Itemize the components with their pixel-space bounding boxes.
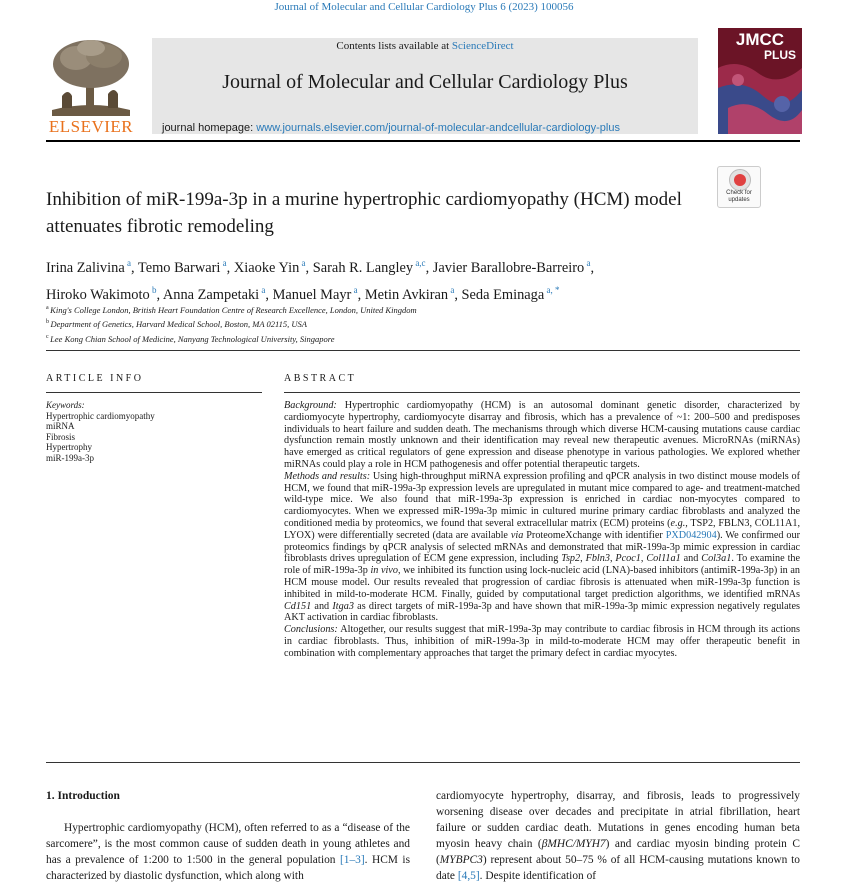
homepage-link[interactable]: www.journals.elsevier.com/journal-of-molecular-andcellular-cardiology-plus (256, 122, 620, 134)
gene-name: Col11a1 (646, 553, 681, 565)
author-affiliation-mark[interactable]: a (351, 284, 358, 295)
keyword-item: miRNA (46, 421, 75, 432)
author-list (46, 252, 766, 306)
affiliation-item (46, 316, 746, 330)
methods-text: and (311, 600, 333, 612)
pxd-link[interactable]: PXD042904 (665, 529, 717, 541)
journal-reference[interactable]: Journal of Molecular and Cellular Cardiology Plus 6 (2023) 100056 (274, 1, 574, 13)
affiliation-text: Lee Kong Chian School of Medicine, Nanyang Technological University, Singapore (50, 333, 335, 344)
author-affiliation-mark[interactable]: a (584, 258, 591, 268)
intro-paragraph (436, 788, 800, 884)
author-name[interactable]: Metin Avkiran (364, 286, 449, 303)
cover-title: JMCC (735, 30, 785, 49)
keyword-item: miR-199a-3p (46, 452, 94, 463)
homepage-line (162, 122, 620, 134)
background-text: Hypertrophic cardiomyopathy (HCM) is an autosomal dominant genetic disorder, characterized by cardiomyocyte hypertrophy, cardiomyocyte disarray and fibrosis, which has a prevalence of ~1: 200–500 and predisposes individuals to heart failure and sudden death. The mechanisms through which diverse HCM-causing mutations cause cardiac dysfunction remain mostly unknown and their identification may reveal new therapeutic avenues. MicroRNAs (miRNAs) have emerged as critical regulators of gene expression and disease phenotype in various pathologies. We explored whether miRNAs could play a role in HCM pathogenesis and offer potential therapeutic targets. (284, 400, 801, 470)
intro-left-column (46, 820, 410, 884)
author-name[interactable]: Hiroko Wakimoto (46, 286, 150, 303)
abstract-conclusions (284, 624, 800, 659)
methods-text: Using high-throughput miRNA expression profiling and qPCR analysis in two distinct mouse models of HCM, we found that miR-199a-3p expression levels are upregulated in mutant mice compared to age- and treatment-matched wild-type mice. We also found that miR-199a-3p expression is enriched in cardiac non-myocytes compared to cardiomyocytes. When we expressed miR-199a-3p mimic in cultured murine primary cardiac fibroblasts and analyzed the conditioned media by proteomics, we found that several extracellular matrix (ECM) proteins ( (284, 470, 801, 529)
methods-invivo: in vivo (370, 565, 398, 577)
author-name[interactable]: Javier Barallobre-Barreiro (432, 259, 585, 276)
article-title: Inhibition of miR-199a-3p in a murine hypertrophic cardiomyopathy (HCM) model attenuates fibrotic remodeling (46, 189, 682, 237)
abstract-background (284, 400, 800, 471)
author-name[interactable]: Irina Zalivina (46, 259, 125, 276)
methods-text: TSP2, FBLN3, COL11A1, LYOX) were differentially secreted (data are available (284, 517, 800, 541)
gene-name: Pcoc1 (615, 553, 641, 565)
gene-name: βMHC/MYH7 (541, 838, 606, 850)
methods-eg: e.g., (670, 517, 688, 529)
affiliation-item (46, 302, 746, 316)
author-name[interactable]: Sarah R. Langley (312, 259, 414, 276)
keyword-item: Fibrosis (46, 431, 76, 442)
methods-text: as direct targets of miR-199a-3p and have shown that miR-199a-3p mimic expression negatively regulates AKT activation in cardiac fibroblasts. (284, 600, 800, 624)
author-affiliation-mark[interactable]: a (259, 284, 266, 295)
author-affiliation-mark[interactable]: a,c (413, 258, 426, 268)
intro-text: . HCM is characterized by diastolic dysfunction, which along with (46, 854, 411, 882)
journal-title: Journal of Molecular and Cellular Cardiology Plus (222, 71, 628, 93)
homepage-prefix: journal homepage: (162, 122, 257, 134)
methods-text: . To examine the role of miR-199a-3p (284, 553, 801, 577)
abstract-bottom-rule (46, 762, 800, 763)
author-affiliation-mark[interactable]: a (124, 258, 131, 268)
affiliation-mark: c (46, 333, 51, 340)
author-affiliation-mark[interactable]: b (149, 284, 157, 295)
keywords-block (46, 400, 246, 464)
background-label: Background: (284, 400, 337, 411)
intro-text: Hypertrophic cardiomyopathy (HCM), often referred to as a “disease of the sarcomere”, is the most common cause of sudden death in young athletes and has a prevalence of 1:200 to 1:500 in the general population (46, 822, 410, 866)
abstract-rule (284, 392, 800, 393)
gene-name: Tsp2 (561, 553, 581, 565)
conclusions-text: Altogether, our results suggest that miR-199a-3p may contribute to cardiac fibrosis in HCM through its actions in cardiac fibroblasts. Thus, inhibition of miR-199a-3p in mild-to-moderate HCM may offer therapeutic benefit in combination with complementary approaches that target the primary defect in cardiac myocytes. (284, 624, 800, 659)
cover-subtitle: PLUS (763, 48, 796, 62)
intro-text: ) represent about 50–75 % of all HCM-causing mutations known to date (436, 854, 800, 882)
author-affiliation-mark[interactable]: a, * (544, 284, 560, 295)
intro-text: . Despite identification of (479, 870, 597, 882)
journal-cover[interactable] (718, 28, 802, 134)
gene-name: Itga3 (332, 600, 354, 612)
contents-line (152, 40, 698, 52)
authors-line-2: Hiroko Wakimoto $^b$, Anna Zampetaki $^a$, Manuel Mayr $^a$, Metin Avkiran $^a$, Seda Eminaga $^{a, *}$ (46, 284, 560, 303)
abstract-methods: Methods and results: Using high-throughput miRNA expression profiling and qPCR analysis in two distinct mouse models of HCM, we found that miR-199a-3p expression levels are upregulated in mutant mice compared to age- and treatment-matched wild-type mice. We also found that miR-199a-3p expression is enriched in cardiac non-myocytes compared to cardiomyocytes. When we expressed miR-199a-3p mimic in cultured murine primary cardiac fibroblasts and analyzed the conditioned media by proteomics, we found that several extracellular matrix (ECM) proteins (e.g., TSP2, FBLN3, COL11A1, LYOX) were differentially secreted (data are available via ProteomeXchange with identifier PXD042904). We confirmed our proteomics findings by qPCR analysis of selected mRNAs and demonstrated that miR-199a-3p mimic expression in cardiac fibroblasts drives upregulation of ECM gene expression, including Tsp2, Fbln3, Pcoc1, Col11a1 and Col3a1. To examine the role of miR-199a-3p in vivo, we inhibited its function using lock-nucleic acid (LNA)-based inhibitors (antimiR-199a-3p) in an HCM mouse model. Our results revealed that progression of cardiac fibrosis is attenuated when miR-199a-3p function is inhibited in mild-to-moderate HCM. Finally, guided by computational target prediction algorithms, we identified mRNAs Cd151 and Itga3 as direct targets of miR-199a-3p and have shown that miR-199a-3p mimic expression negatively regulates AKT activation in cardiac fibroblasts. (284, 470, 801, 624)
methods-label: Methods and results: (284, 470, 371, 482)
intro-right-column (436, 788, 800, 884)
affiliation-mark: b (46, 319, 51, 326)
methods-text: and (680, 553, 702, 565)
intro-text: cardiomyocyte hypertrophy, disarray, and fibrosis, leads to progressively worsening disease over decades and precipitate in atrial fibrillation, heart failure or sudden cardiac death. Mutations in genes encoding human beta myosin heavy chain ( (436, 790, 800, 850)
keyword-item: Hypertrophy (46, 442, 92, 453)
affiliations-rule (46, 350, 800, 351)
methods-text: ProteomeXchange with identifier (523, 529, 666, 541)
affiliation-mark: a (46, 305, 51, 311)
reference-link[interactable]: [1–3] (339, 854, 365, 866)
reference-link[interactable]: [4,5] (457, 870, 480, 882)
contents-prefix: Contents lists available at (336, 40, 452, 52)
affiliation-text: Department of Genetics, Harvard Medical School, Boston, MA 02115, USA (50, 319, 307, 330)
header-rule (46, 140, 800, 142)
author-name[interactable]: Temo Barwari (137, 259, 221, 276)
author-name[interactable]: Seda Eminaga (461, 286, 545, 303)
abstract-body (284, 400, 800, 660)
introduction-heading: 1. Introduction (46, 790, 120, 802)
affiliation-item (46, 331, 746, 345)
author-affiliation-mark[interactable]: a (220, 258, 227, 268)
author-name[interactable]: Anna Zampetaki (162, 286, 260, 303)
intro-text: ) and cardiac myosin binding protein C ( (436, 838, 800, 866)
journal-banner (152, 38, 698, 134)
keyword-item: Hypertrophic cardiomyopathy (46, 410, 155, 421)
author-affiliation-mark[interactable]: a (448, 284, 455, 295)
methods-text: ). We confirmed our proteomics findings by qPCR analysis of selected mRNAs and demonstrated that miR-199a-3p mimic expression in cardiac fibroblasts drives upregulation of ECM gene expression, including (284, 529, 800, 565)
affiliation-text: King's College London, British Heart Foundation Centre of Research Excellence, London, United Kingdom (50, 304, 417, 315)
check-for-updates-button[interactable] (717, 166, 761, 208)
methods-text: , we inhibited its function using lock-nucleic acid (LNA)-based inhibitors (antimiR-199a-3p) in an HCM mouse model. Our results revealed that progression of cardiac fibrosis is attenuated when miR-199a-3p function is inhibited in mild-to-moderate HCM. Finally, guided by computational target prediction algorithms, we identified mRNAs (284, 565, 800, 600)
intro-paragraph (46, 820, 410, 884)
gene-name: MYBPC3 (439, 854, 483, 866)
author-name[interactable]: Manuel Mayr (272, 286, 352, 303)
abstract-heading: ABSTRACT (284, 373, 357, 384)
article-info-heading: ARTICLE INFO (46, 373, 144, 384)
affiliations (46, 302, 746, 345)
author-name[interactable]: Xiaoke Yin (233, 259, 300, 276)
sciencedirect-link[interactable]: ScienceDirect (451, 40, 514, 52)
methods-via: via (510, 529, 524, 541)
check-updates-label: Check for updates (726, 190, 752, 203)
keywords-heading: Keywords: (46, 400, 85, 410)
authors-line-1: Irina Zalivina $^a$, Temo Barwari $^a$, Xiaoke Yin $^a$, Sarah R. Langley $^{a,c}$, Javier Barallobre-Barreiro $^a$, (46, 258, 595, 276)
gene-name: Cd151 (284, 600, 312, 612)
check-updates-icon (729, 169, 751, 191)
elsevier-wordmark: ELSEVIER (48, 117, 134, 136)
gene-name: Col3a1 (701, 553, 732, 565)
article-info-rule (46, 392, 262, 393)
conclusions-label: Conclusions: (284, 624, 338, 636)
gene-name: Fbln3 (585, 553, 610, 565)
author-affiliation-mark[interactable]: a (299, 258, 306, 268)
